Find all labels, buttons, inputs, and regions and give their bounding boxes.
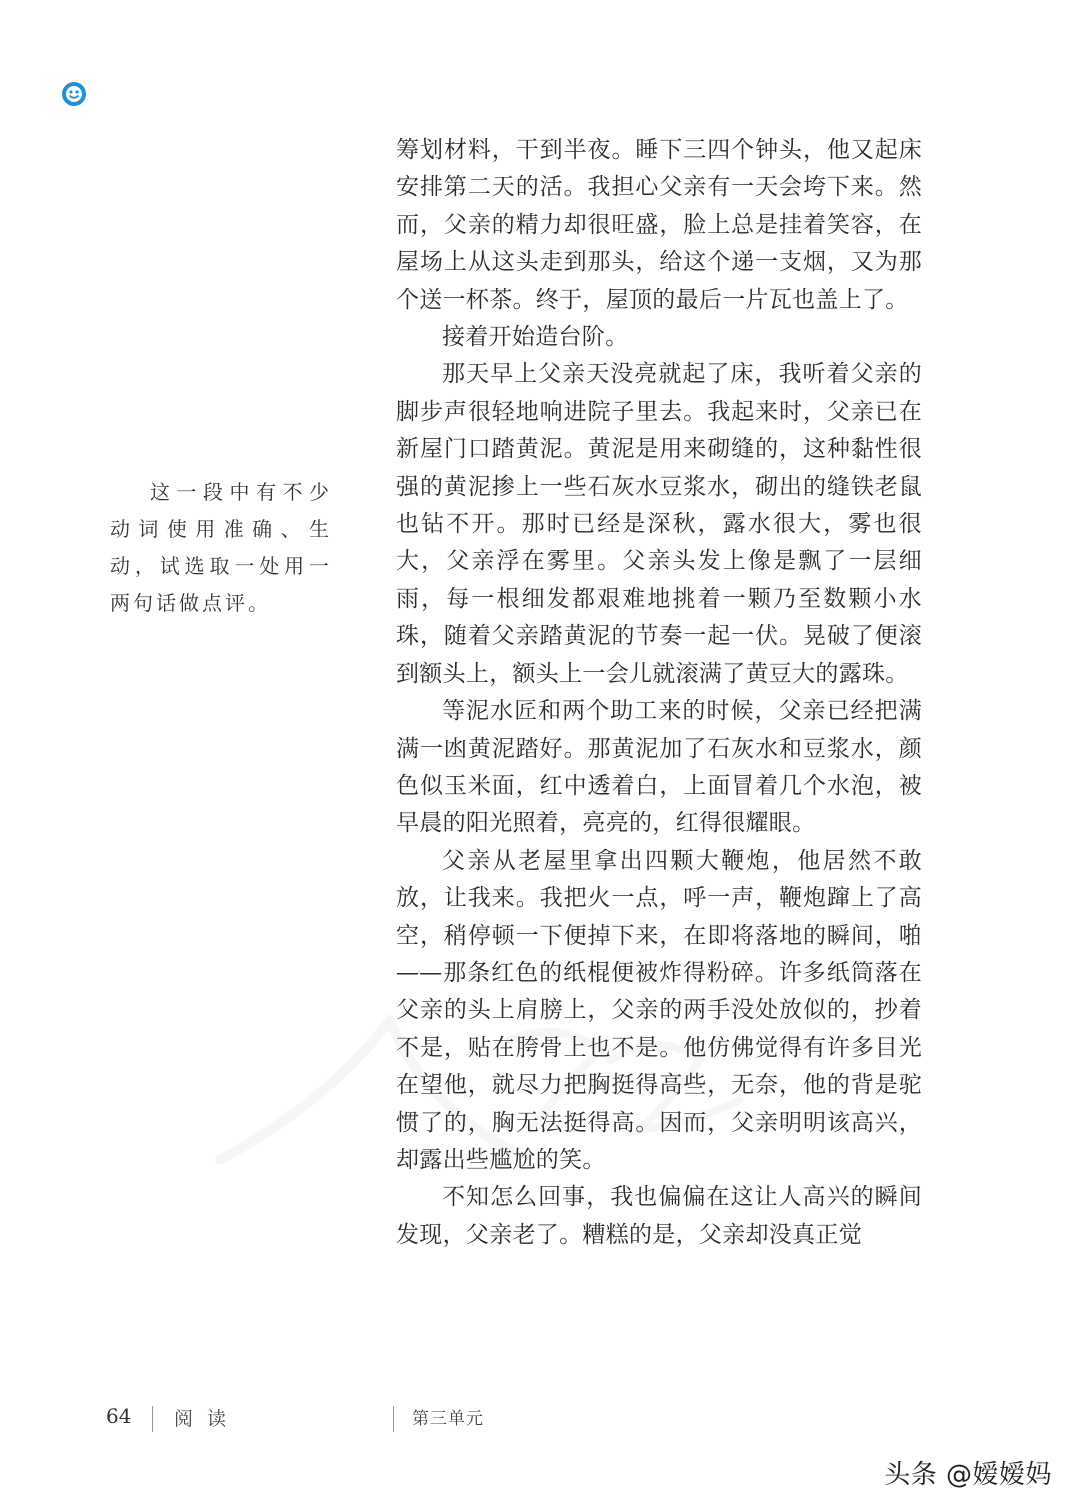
footer-divider — [393, 1406, 394, 1432]
margin-annotation-text: 这一段中有不少动词使用准确、生动，试选取一处用一两句话做点评。 — [110, 480, 332, 615]
smiley-badge-icon — [60, 80, 88, 108]
book-label: 阅 读 — [174, 1408, 231, 1430]
main-text-column — [396, 132, 922, 1254]
footer-divider — [152, 1406, 153, 1432]
brand-watermark: 头条 @嫒嫒妈 — [884, 1460, 1052, 1490]
paragraph-2: 接着开始造台阶。 — [442, 324, 629, 351]
unit-label: 第三单元 — [412, 1409, 484, 1429]
margin-annotation — [110, 474, 332, 622]
page-number: 64 — [106, 1404, 132, 1428]
paragraph-1: 筹划材料，干到半夜。睡下三四个钟头，他又起床安排第二天的活。我担心父亲有一天会垮下来。然而，父亲的精力却很旺盛，脸上总是挂着笑容，在屋场上从这头走到那头，给这个递一支烟，又为那个送一杯茶。终于，屋顶的最后一片瓦也盖上了。 — [396, 137, 922, 313]
paragraph-4: 等泥水匠和两个助工来的时候，父亲已经把满满一凼黄泥踏好。那黄泥加了石灰水和豆浆水，颜色似玉米面，红中透着白，上面冒着几个水泡，被早晨的阳光照着，亮亮的，红得很耀眼。 — [396, 698, 922, 837]
paragraph-6: 不知怎么回事，我也偏偏在这让人高兴的瞬间发现，父亲老了。糟糕的是，父亲却没真正觉 — [396, 1184, 922, 1248]
paragraph-5: 父亲从老屋里拿出四颗大鞭炮，他居然不敢放，让我来。我把火一点，呼一声，鞭炮蹿上了高空，稍停顿一下便掉下来，在即将落地的瞬间，啪——那条红色的纸棍便被炸得粉碎。许多纸筒落在父亲的头上肩膀上，父亲的两手没处放似的，抄着不是，贴在胯骨上也不是。他仿佛觉得有许多目光在望他，就尽力把胸挺得高些，无奈，他的背是驼惯了的，胸无法挺得高。因而，父亲明明该高兴，却露出些尴尬的笑。 — [396, 847, 922, 1173]
paragraph-3: 那天早上父亲天没亮就起了床，我听着父亲的脚步声很轻地响进院子里去。我起来时，父亲已在新屋门口踏黄泥。黄泥是用来砌缝的，这种黏性很强的黄泥掺上一些石灰水豆浆水，砌出的缝铁老鼠也钻不开。那时已经是深秋，露水很大，雾也很大，父亲浮在雾里。父亲头发上像是飘了一层细雨，每一根细发都艰难地挑着一颗乃至数颗小水珠，随着父亲踏黄泥的节奏一起一伏。晃破了便滚到额头上，额头上一会儿就滚满了黄豆大的露珠。 — [396, 361, 922, 687]
